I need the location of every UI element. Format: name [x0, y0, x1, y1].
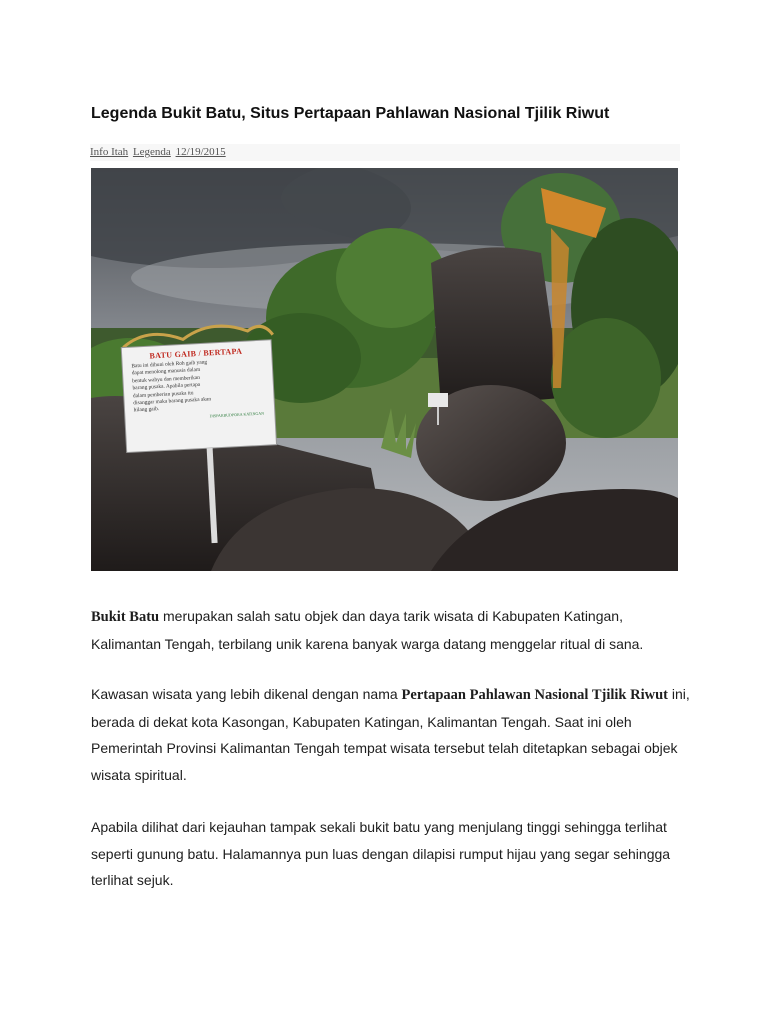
- author-link[interactable]: Info Itah: [90, 146, 129, 158]
- article-photo: [91, 168, 678, 571]
- sign-text: Batu ini dihuni oleh Roh gaib yang dapat menolong manusia dalam bentuk wahyu dan memberikan barang pusaka. Apabila pertapa dalam pemberian pusaka itu disanggar maka barang pusaka akan hilang gaib.: [131, 359, 212, 414]
- category-link[interactable]: Legenda: [132, 146, 171, 158]
- sign-footer: DISPARBUDPORA KATINGAN: [209, 410, 265, 419]
- paragraph-3: Apabila dilihat dari kejauhan tampak sekali bukit batu yang menjulang tinggi sehingga terlihat seperti gunung batu. Halamannya pun luas dengan dilapisi rumput hijau yang segar sehingga terlihat sejuk.: [91, 819, 671, 888]
- paragraph-2: [91, 681, 691, 788]
- warning-sign: [123, 342, 274, 448]
- page-title: Legenda Bukit Batu, Situs Pertapaan Pahlawan Nasional Tjilik Riwut: [91, 104, 610, 122]
- paragraph-text: Kawasan wisata yang lebih dikenal dengan nama: [91, 686, 402, 702]
- bold-term: Pertapaan Pahlawan Nasional Tjilik Riwut: [401, 687, 668, 703]
- paragraph-text: merupakan salah satu objek dan daya tarik wisata di Kabupaten Katingan, Kalimantan Tengah, terbilang unik karena banyak warga datang menggelar ritual di sana.: [91, 608, 644, 652]
- paragraph-1: [91, 603, 691, 657]
- bold-term: Bukit Batu: [91, 609, 160, 625]
- sign-heading: BATU GAIB / BERTAPA: [149, 346, 243, 361]
- date-link[interactable]: 12/19/2015: [175, 146, 226, 158]
- paragraph-text: ini, berada di dekat kota Kasongan, Kabupaten Katingan, Kalimantan Tengah. Saat ini oleh Pemerintah Provinsi Kalimantan Tengah tempat wisata tersebut telah ditetapkan sebagai objek wisata spiritual.: [91, 686, 690, 783]
- post-meta: [90, 144, 680, 161]
